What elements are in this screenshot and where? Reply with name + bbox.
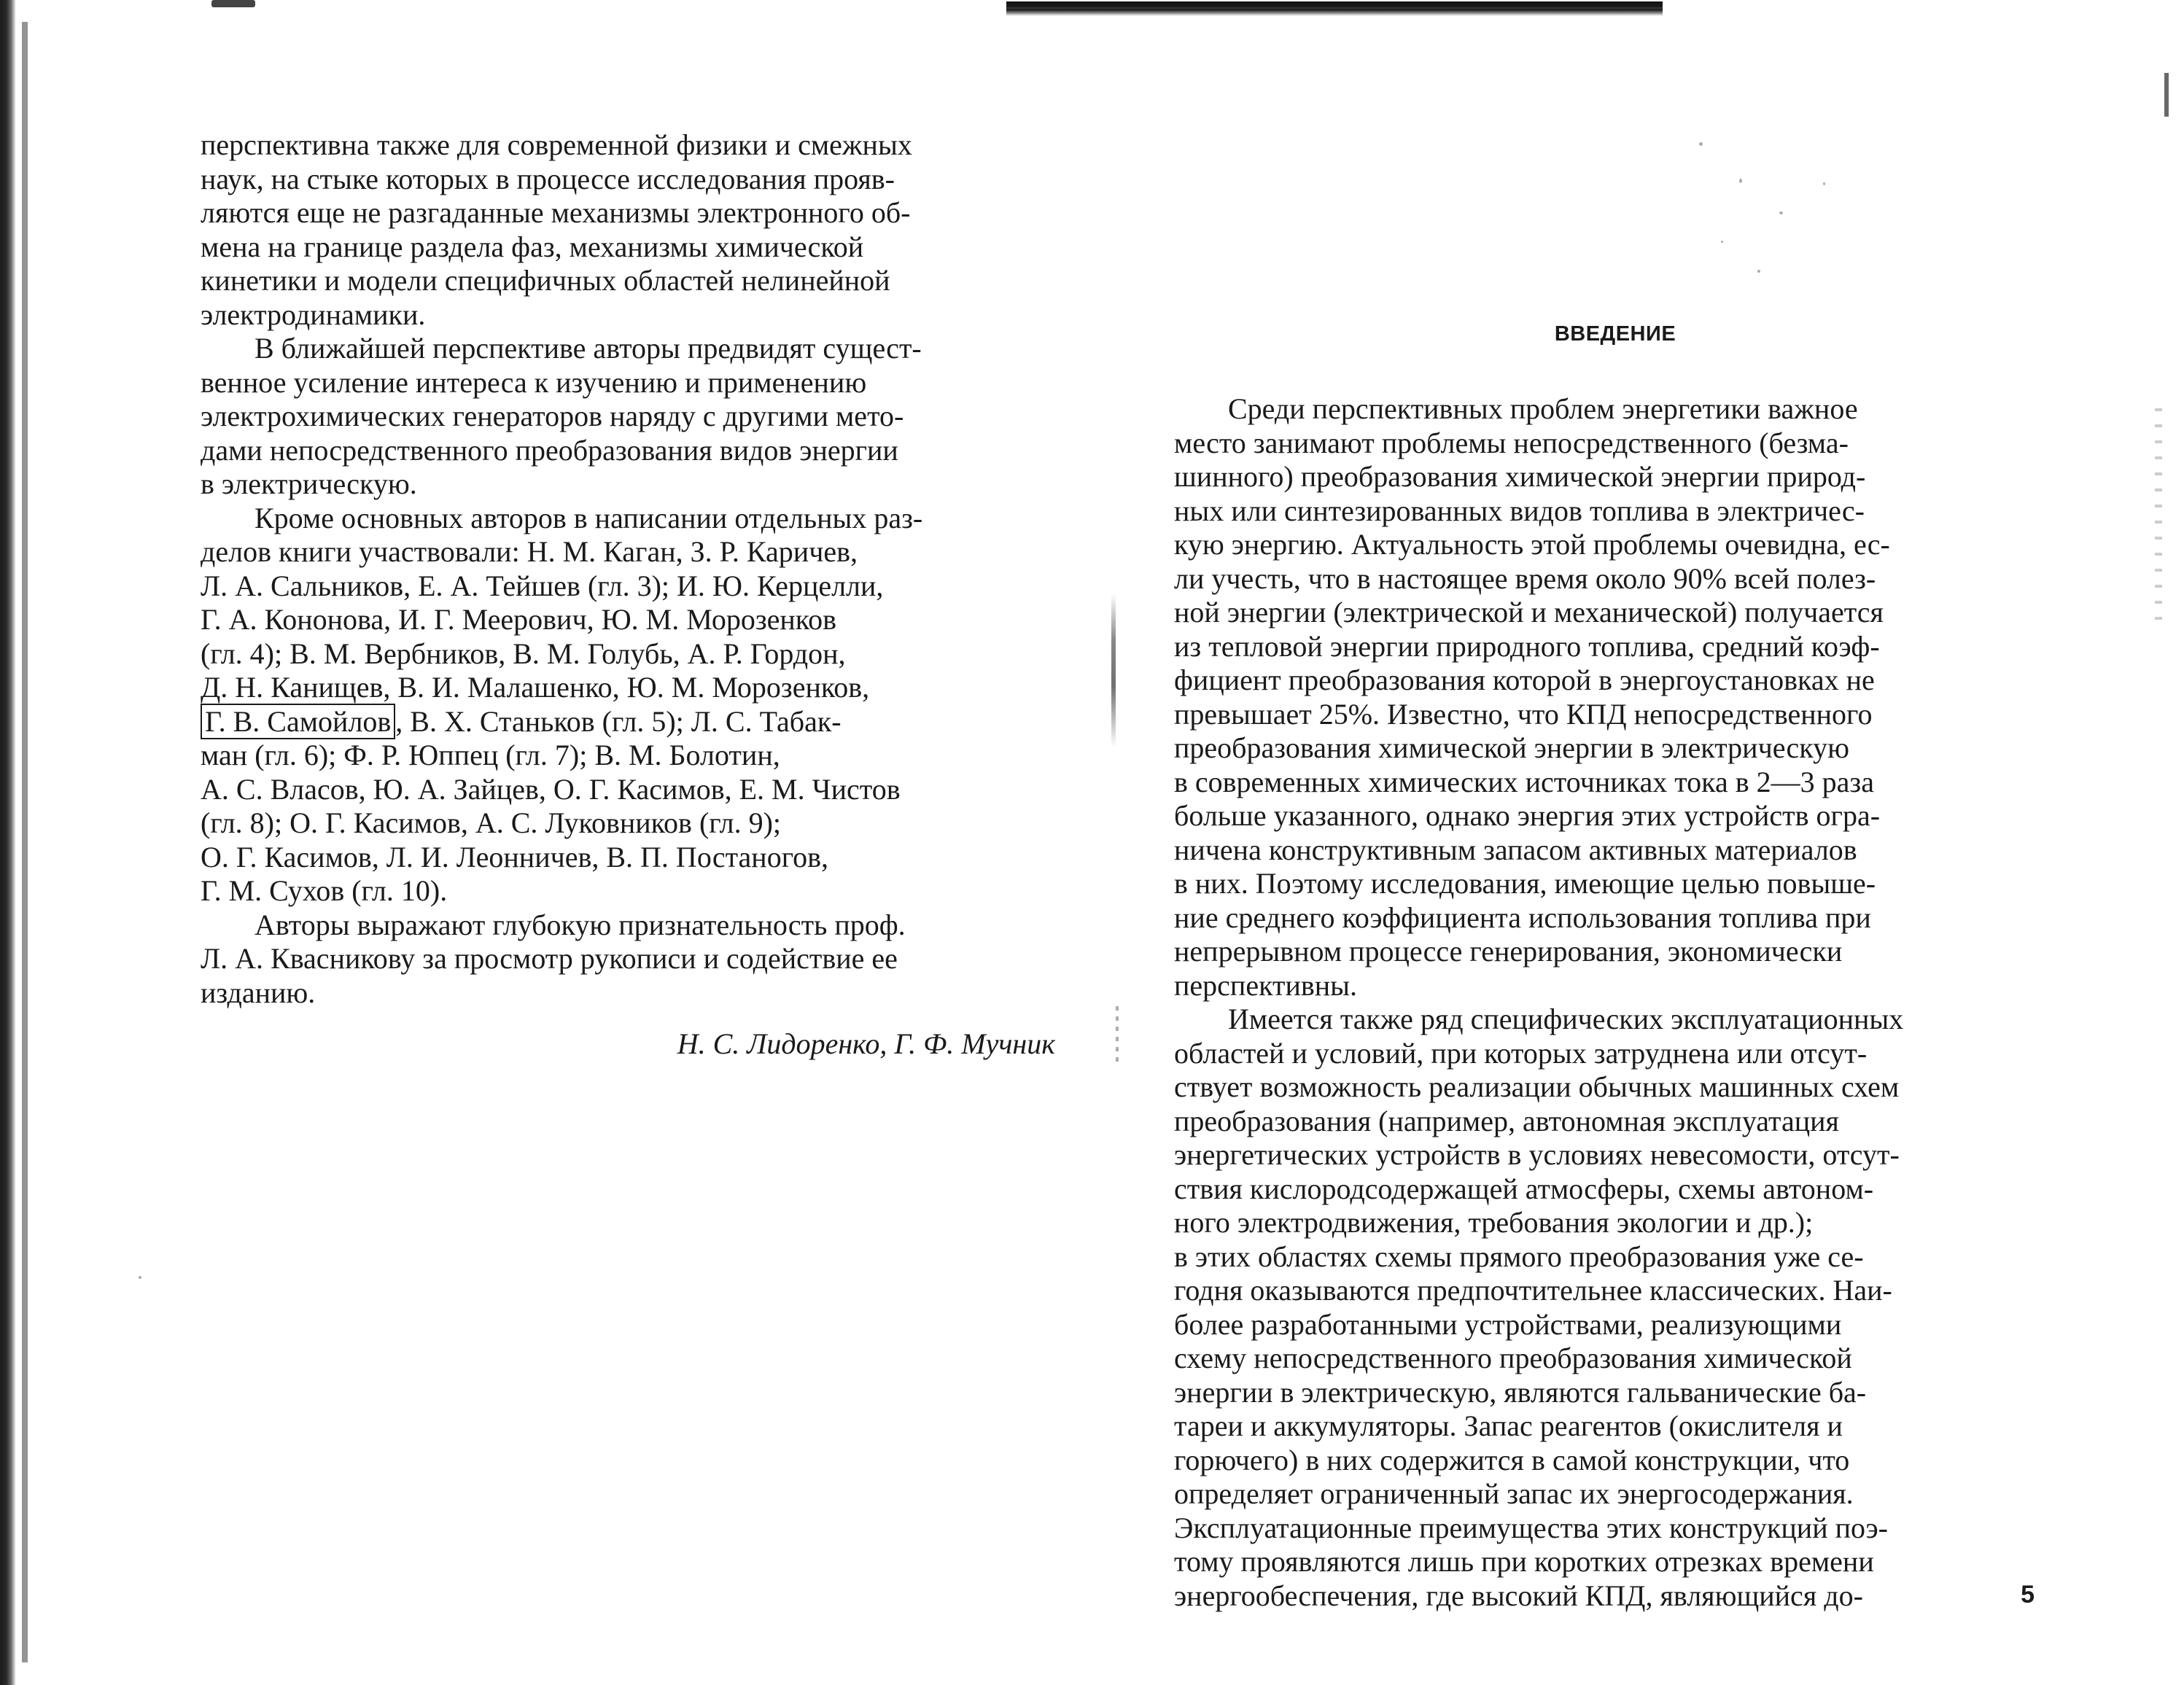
left-paragraph-2 — [201, 332, 1055, 502]
scan-speckle — [1699, 142, 1703, 146]
text-line: изданию. — [201, 976, 316, 1009]
text-line: годня оказываются предпочтительнее классических. Наи- — [1174, 1274, 1892, 1307]
text-line: непрерывном процессе генерирования, экономически — [1174, 935, 1843, 968]
text-line: дами непосредственного преобразования видов энергии — [201, 433, 898, 467]
left-paragraph-acknowledgement — [201, 908, 1055, 1011]
text-line: Г. М. Сухов (гл. 10). — [201, 874, 448, 907]
scan-speckle — [1757, 270, 1760, 273]
text-line: тому проявляются лишь при коротких отрезках времени — [1174, 1545, 1874, 1578]
right-paragraph-1 — [1174, 392, 2031, 1003]
text-line: место занимают проблемы непосредственного (безма- — [1174, 426, 1849, 459]
text-line: наук, на стыке которых в процессе исследования прояв- — [201, 162, 895, 195]
text-line: в них. Поэтому исследования, имеющие целью повыше- — [1174, 867, 1876, 900]
text-line: областей и условий, при которых затруднена или отсут- — [1174, 1036, 1868, 1070]
text-line: превышает 25%. Известно, что КПД непосредственного — [1174, 697, 1873, 731]
scan-top-line — [1006, 7, 1663, 9]
text-line: Д. Н. Канищев, В. И. Малашенко, Ю. М. Морозенков, — [201, 671, 870, 704]
text-line: более разработанными устройствами, реализующими — [1174, 1307, 1842, 1341]
scan-speckle — [1779, 211, 1783, 214]
text-line: делов книги участвовали: Н. М. Каган, З. Р. Каричев, — [201, 535, 858, 568]
text-line: Имеется также ряд специфических эксплуатационных — [1228, 1003, 1904, 1035]
scan-right-edge-noise — [2155, 408, 2162, 627]
text-line: Г. А. Кононова, И. Г. Меерович, Ю. М. Морозенков — [201, 603, 837, 636]
text-line: О. Г. Касимов, Л. И. Леонничев, В. П. Постаногов, — [201, 840, 828, 873]
text-line: энергообеспечения, где высокий КПД, являющийся до- — [1174, 1579, 1863, 1612]
scan-right-edge-tick — [2164, 73, 2169, 117]
text-line: Авторы выражают глубокую признательность проф. — [254, 908, 906, 941]
right-paragraph-2 — [1174, 1003, 2031, 1613]
text-line: ной энергии (электрической и механической) получается — [1174, 596, 1884, 629]
text-line: в электрическую. — [201, 467, 417, 500]
scan-gutter-dots — [1116, 1006, 1119, 1065]
text-line: энергии в электрическую, являются гальванические ба- — [1174, 1375, 1867, 1409]
text-line: Л. А. Сальников, Е. А. Тейшев (гл. 3); И. Ю. Керцелли, — [201, 569, 884, 602]
scan-left-edge-shadow — [0, 0, 16, 1685]
text-line: Кроме основных авторов в написании отдельных раз- — [254, 501, 923, 534]
text-line: В ближайшей перспективе авторы предвидят сущест- — [254, 332, 922, 365]
text-line: ных или синтезированных видов топлива в электричес- — [1174, 494, 1865, 527]
right-page — [1174, 392, 2031, 1613]
text-line: ман (гл. 6); Ф. Р. Юппец (гл. 7); В. М. Болотин, — [201, 739, 780, 771]
text-line: горючего) в них содержится в самой конструкции, что — [1174, 1443, 1850, 1476]
text-line: ли учесть, что в настоящее время около 90% всей полез- — [1174, 561, 1876, 595]
left-paragraph-contributors — [201, 502, 1055, 908]
text-line: ляются еще не разгаданные механизмы электронного об- — [201, 196, 911, 229]
text-line: Л. А. Квасникову за просмотр рукописи и содействие ее — [201, 942, 898, 975]
text-line: Среди перспективных проблем энергетики важное — [1228, 392, 1858, 425]
text-line: ствует возможность реализации обычных машинных схем — [1174, 1070, 1900, 1103]
boxed-deceased-author: Г. В. Самойлов — [201, 704, 395, 739]
text-line: электрохимических генераторов наряду с другими мето- — [201, 400, 904, 432]
text-line: А. С. Власов, Ю. А. Зайцев, О. Г. Касимов, Е. М. Чистов — [201, 772, 901, 806]
text-line: (гл. 8); О. Г. Касимов, А. С. Луковников (гл. 9); — [201, 806, 782, 839]
text-line: тареи и аккумуляторы. Запас реагентов (окислителя и — [1174, 1409, 1843, 1442]
text-line: венное усиление интереса к изучению и применению — [201, 365, 867, 399]
text-line: из тепловой энергии природного топлива, средний коэф- — [1174, 629, 1880, 663]
text-line: ствия кислородсодержащей атмосферы, схемы автоном- — [1174, 1172, 1874, 1205]
text-line: больше указанного, однако энергия этих устройств огра- — [1174, 799, 1881, 832]
text-line: электродинамики. — [201, 297, 426, 331]
text-line: энергетических устройств в условиях невесомости, отсут- — [1174, 1138, 1900, 1171]
text-line: кинетики и модели специфичных областей нелинейной — [201, 264, 890, 297]
text-line: в этих областях схемы прямого преобразования уже се- — [1174, 1240, 1864, 1273]
text-line: ничена конструктивным запасом активных материалов — [1174, 833, 1857, 866]
text-line: ние среднего коэффициента использования топлива при — [1174, 900, 1871, 934]
text-line: в современных химических источниках тока в 2—3 раза — [1174, 765, 1874, 798]
scan-top-shadow — [1006, 1, 1663, 16]
text-line: мена на границе раздела фаз, механизмы химической — [201, 230, 864, 263]
text-line: преобразования химической энергии в электрическую — [1174, 731, 1849, 764]
text-line: определяет ограниченный запас их энергосодержания. — [1174, 1477, 1854, 1510]
authors-signature: Н. С. Лидоренко, Г. Ф. Мучник — [677, 1027, 1055, 1060]
text-line: схему непосредственного преобразования химической — [1174, 1342, 1852, 1374]
scan-speckle — [1823, 182, 1825, 185]
scan-speckle — [1721, 241, 1723, 243]
scan-left-edge-line — [22, 22, 28, 1662]
text-line: (гл. 4); В. М. Вербников, В. М. Голубь, А. Р. Гордон, — [201, 637, 846, 670]
left-paragraph-1 — [201, 128, 1055, 332]
page-number: 5 — [2021, 1581, 2035, 1608]
text-line: перспективны. — [1174, 968, 1358, 1002]
text-line: ного электродвижения, требования экологии и др.); — [1174, 1206, 1814, 1239]
scan-top-mark — [211, 0, 255, 7]
section-heading: ВВЕДЕНИЕ — [1554, 322, 1676, 346]
scan-gutter-smudge — [1111, 594, 1116, 747]
scan-speckle — [139, 1276, 141, 1279]
text-line: Эксплуатационные преимущества этих конструкций поэ- — [1174, 1511, 1889, 1544]
text-line: перспективна также для современной физики и смежных — [201, 128, 912, 161]
text-line: шинного) преобразования химической энергии природ- — [1174, 460, 1866, 493]
scan-speckle — [1739, 179, 1742, 183]
text-line: кую энергию. Актуальность этой проблемы очевидна, ес- — [1174, 528, 1890, 561]
text-line: фициент преобразования которой в энергоустановках не — [1174, 664, 1875, 696]
left-page — [201, 128, 1055, 1061]
text-line: преобразования (например, автономная эксплуатация — [1174, 1104, 1839, 1137]
text-line: , В. Х. Станьков (гл. 5); Л. С. Табак- — [395, 704, 842, 738]
